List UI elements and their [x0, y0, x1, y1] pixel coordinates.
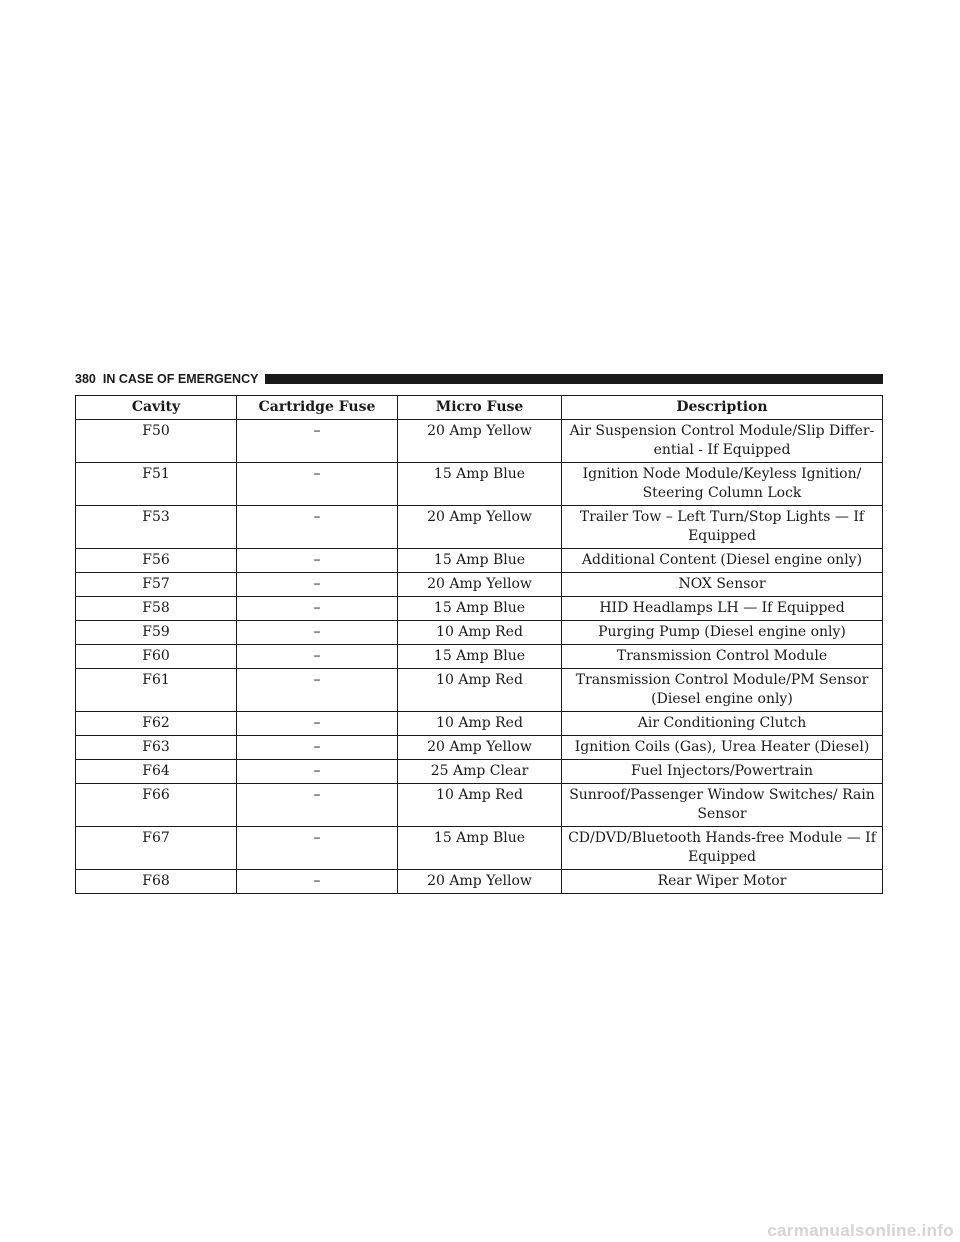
table-row: [76, 669, 883, 712]
cavity-cell: F50: [76, 420, 237, 463]
cavity-cell: F66: [76, 784, 237, 827]
description-cell: Transmission Control Module/PM Sensor (Diesel engine only): [562, 669, 883, 712]
description-cell: HID Headlamps LH — If Equipped: [562, 597, 883, 621]
micro-fuse-cell: 10 Amp Red: [398, 784, 562, 827]
description-cell: Additional Content (Diesel engine only): [562, 549, 883, 573]
cavity-cell: F59: [76, 621, 237, 645]
table-row: [76, 506, 883, 549]
cavity-cell: F58: [76, 597, 237, 621]
table-row: [76, 597, 883, 621]
cartridge-fuse-cell: –: [237, 597, 398, 621]
page-number: 380: [75, 372, 96, 386]
description-cell: Purging Pump (Diesel engine only): [562, 621, 883, 645]
micro-fuse-cell: 20 Amp Yellow: [398, 870, 562, 894]
description-cell: Rear Wiper Motor: [562, 870, 883, 894]
table-row: [76, 420, 883, 463]
column-header-cavity: Cavity: [76, 396, 237, 420]
table-row: [76, 736, 883, 760]
cavity-cell: F67: [76, 827, 237, 870]
cartridge-fuse-cell: –: [237, 621, 398, 645]
micro-fuse-cell: 10 Amp Red: [398, 621, 562, 645]
micro-fuse-cell: 15 Amp Blue: [398, 827, 562, 870]
cavity-cell: F61: [76, 669, 237, 712]
table-header-row: [76, 396, 883, 420]
micro-fuse-cell: 15 Amp Blue: [398, 645, 562, 669]
cavity-cell: F57: [76, 573, 237, 597]
section-title: IN CASE OF EMERGENCY: [102, 372, 259, 386]
description-cell: Ignition Node Module/Keyless Ignition/ Steering Column Lock: [562, 463, 883, 506]
micro-fuse-cell: 20 Amp Yellow: [398, 573, 562, 597]
cartridge-fuse-cell: –: [237, 573, 398, 597]
table-row: [76, 621, 883, 645]
micro-fuse-cell: 10 Amp Red: [398, 669, 562, 712]
description-cell: Fuel Injectors/Powertrain: [562, 760, 883, 784]
micro-fuse-cell: 20 Amp Yellow: [398, 736, 562, 760]
micro-fuse-cell: 15 Amp Blue: [398, 463, 562, 506]
table-row: [76, 573, 883, 597]
table-row: [76, 463, 883, 506]
table-row: [76, 827, 883, 870]
table-row: [76, 549, 883, 573]
cartridge-fuse-cell: –: [237, 549, 398, 573]
column-header-cartridge-fuse: Cartridge Fuse: [237, 396, 398, 420]
micro-fuse-cell: 15 Amp Blue: [398, 597, 562, 621]
cartridge-fuse-cell: –: [237, 420, 398, 463]
description-cell: Ignition Coils (Gas), Urea Heater (Diesel): [562, 736, 883, 760]
table-row: [76, 645, 883, 669]
cartridge-fuse-cell: –: [237, 736, 398, 760]
cavity-cell: F56: [76, 549, 237, 573]
table-row: [76, 870, 883, 894]
cartridge-fuse-cell: –: [237, 870, 398, 894]
description-cell: Sunroof/Passenger Window Switches/ Rain Sensor: [562, 784, 883, 827]
cartridge-fuse-cell: –: [237, 760, 398, 784]
description-cell: Trailer Tow – Left Turn/Stop Lights — If Equipped: [562, 506, 883, 549]
table-row: [76, 760, 883, 784]
watermark-text[interactable]: carmanualsonline.info: [767, 1221, 954, 1240]
cavity-cell: F60: [76, 645, 237, 669]
description-cell: Air Conditioning Clutch: [562, 712, 883, 736]
cavity-cell: F51: [76, 463, 237, 506]
description-cell: CD/DVD/Bluetooth Hands-free Module — If Equipped: [562, 827, 883, 870]
cartridge-fuse-cell: –: [237, 463, 398, 506]
cavity-cell: F68: [76, 870, 237, 894]
cartridge-fuse-cell: –: [237, 784, 398, 827]
cartridge-fuse-cell: –: [237, 669, 398, 712]
column-header-description: Description: [562, 396, 883, 420]
fuse-table: [75, 395, 883, 894]
cartridge-fuse-cell: –: [237, 827, 398, 870]
cavity-cell: F64: [76, 760, 237, 784]
cartridge-fuse-cell: –: [237, 506, 398, 549]
table-row: [76, 712, 883, 736]
micro-fuse-cell: 15 Amp Blue: [398, 549, 562, 573]
cavity-cell: F62: [76, 712, 237, 736]
description-cell: NOX Sensor: [562, 573, 883, 597]
micro-fuse-cell: 20 Amp Yellow: [398, 506, 562, 549]
cavity-cell: F63: [76, 736, 237, 760]
micro-fuse-cell: 10 Amp Red: [398, 712, 562, 736]
cavity-cell: F53: [76, 506, 237, 549]
table-row: [76, 784, 883, 827]
micro-fuse-cell: 25 Amp Clear: [398, 760, 562, 784]
description-cell: Transmission Control Module: [562, 645, 883, 669]
column-header-micro-fuse: Micro Fuse: [398, 396, 562, 420]
micro-fuse-cell: 20 Amp Yellow: [398, 420, 562, 463]
cartridge-fuse-cell: –: [237, 645, 398, 669]
page-footer: [0, 1221, 960, 1242]
header-rule: [265, 374, 883, 384]
description-cell: Air Suspension Control Module/Slip Differ-ential - If Equipped: [562, 420, 883, 463]
running-header: [75, 371, 883, 387]
cartridge-fuse-cell: –: [237, 712, 398, 736]
